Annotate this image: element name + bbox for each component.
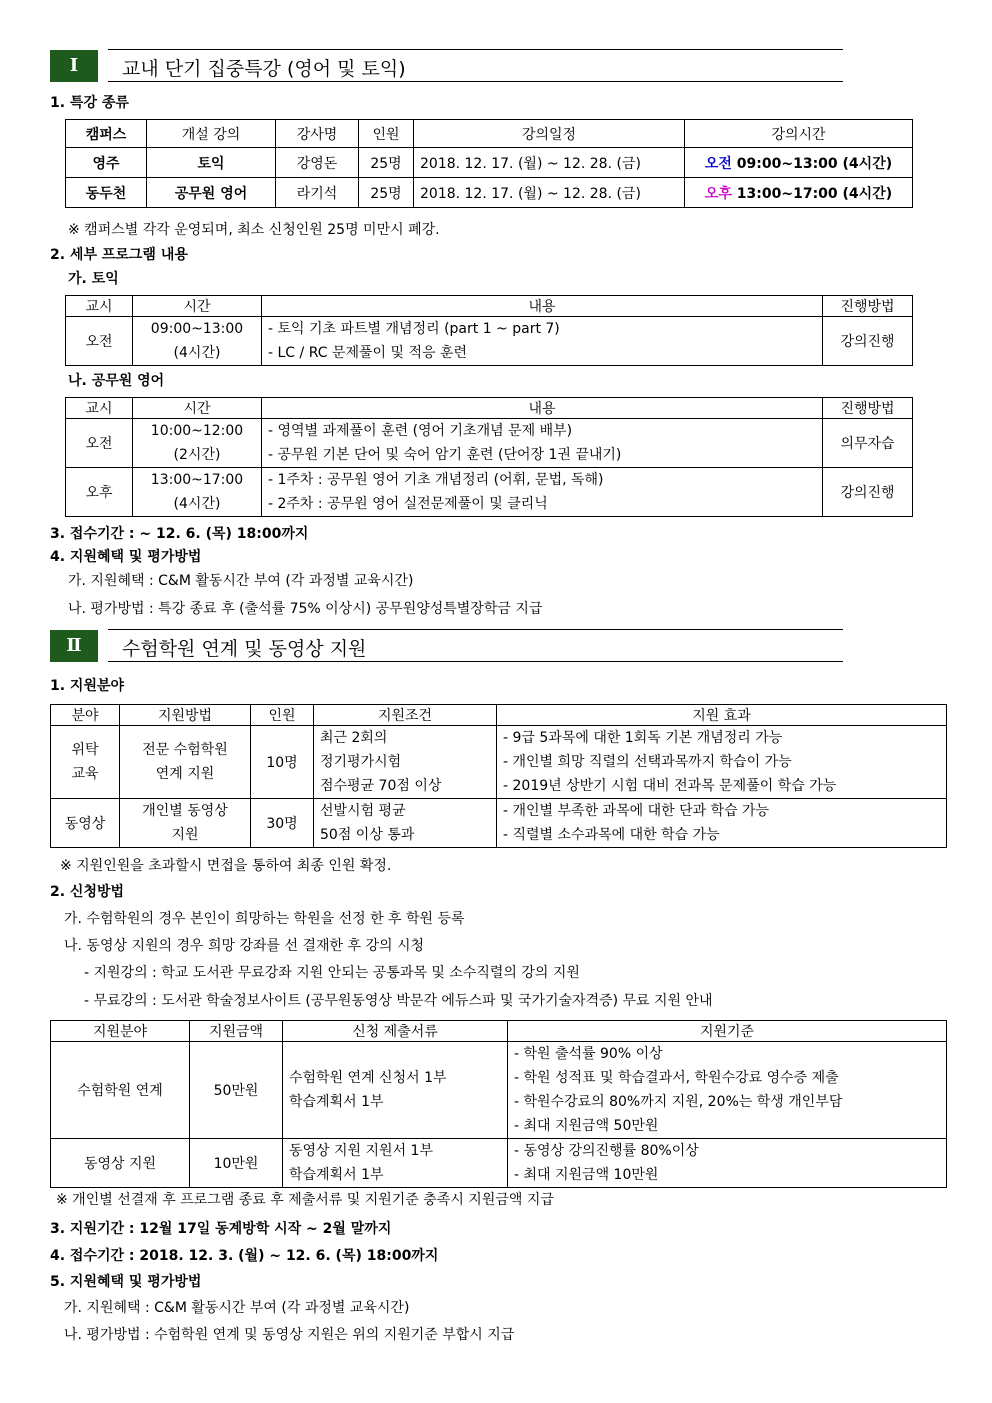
toeic-table xyxy=(65,295,913,366)
cell: 토익 xyxy=(147,148,276,178)
note: ※ 지원인원을 초과할시 면접을 통하여 최종 인원 확정. xyxy=(60,858,392,874)
cell: 25명 xyxy=(359,148,414,178)
cell xyxy=(262,419,823,468)
heading-benefits: 5. 지원혜택 및 평가방법 xyxy=(50,1274,202,1290)
table-header-row xyxy=(66,120,913,148)
col-header: 지원기준 xyxy=(508,1021,947,1042)
cell xyxy=(120,799,251,848)
content-line: - 공무원 기본 단어 및 숙어 암기 훈련 (단어장 1권 끝내기) xyxy=(268,447,622,463)
apply-line: 가. 수험학원의 경우 본인이 희망하는 학원을 선정 한 후 학원 등록 xyxy=(64,911,465,927)
cell: 2018. 12. 17. (월) ~ 12. 28. (금) xyxy=(414,178,685,208)
criteria-line: - 학원수강료의 80%까지 지원, 20%는 학생 개인부담 xyxy=(514,1094,843,1110)
time-line: 13:00~17:00 xyxy=(150,472,244,488)
time-line: 09:00~13:00 xyxy=(150,321,244,337)
cell: 강영돈 xyxy=(276,148,359,178)
effect-line: - 9급 5과목에 대한 1회독 기본 개념정리 가능 xyxy=(503,730,783,746)
civil-english-table xyxy=(65,397,913,517)
benefit-line: 가. 지원혜택 : C&M 활동시간 부여 (각 과정별 교육시간) xyxy=(64,1300,410,1316)
cell xyxy=(51,726,120,799)
cell: 동두천 xyxy=(66,178,147,208)
cell xyxy=(314,726,497,799)
effect-line: - 개인별 희망 직렬의 선택과목까지 학습이 가능 xyxy=(503,754,792,770)
time-line: (2시간) xyxy=(173,447,221,463)
cell xyxy=(283,1042,508,1139)
table-header-row xyxy=(66,296,913,317)
content-line: - 1주차 : 공무원 영어 기초 개념정리 (어휘, 문법, 독해) xyxy=(268,472,604,488)
col-header: 시간 xyxy=(133,398,262,419)
col-header: 개설 강의 xyxy=(147,120,276,148)
col-header: 분야 xyxy=(51,705,120,726)
cell: 의무자습 xyxy=(823,419,913,468)
cell: 공무원 영어 xyxy=(147,178,276,208)
heading-support-field: 1. 지원분야 xyxy=(50,678,125,694)
subheading-toeic: 가. 토익 xyxy=(68,271,119,287)
col-header: 진행방법 xyxy=(823,398,913,419)
cell: 25명 xyxy=(359,178,414,208)
cell: 10만원 xyxy=(190,1139,283,1188)
col-header: 강사명 xyxy=(276,120,359,148)
cell xyxy=(120,726,251,799)
table-header-row xyxy=(51,1021,947,1042)
table-row xyxy=(51,1139,947,1188)
criteria-line: - 최대 지원금액 10만원 xyxy=(514,1167,659,1183)
doc-line: 학습계획서 1부 xyxy=(289,1094,384,1110)
table-header-row xyxy=(51,705,947,726)
content-line: - 토익 기초 파트별 개념정리 (part 1 ~ part 7) xyxy=(268,321,560,337)
criteria-line: - 동영상 강의진행률 80%이상 xyxy=(514,1143,699,1159)
ampm-label: 오후 xyxy=(704,185,732,202)
apply-subline: - 지원강의 : 학교 도서관 무료강좌 지원 안되는 공통과목 및 소수직렬의 강의 지원 xyxy=(84,965,580,981)
evaluation-line: 나. 평가방법 : 특강 종료 후 (출석률 75% 이상시) 공무원양성특별장학금 지급 xyxy=(68,601,543,617)
col-header: 내용 xyxy=(262,296,823,317)
cell xyxy=(685,148,913,178)
doc-line: 수험학원 연계 신청서 1부 xyxy=(289,1070,447,1086)
table-row xyxy=(51,799,947,848)
cell xyxy=(508,1042,947,1139)
col-header: 강의시간 xyxy=(685,120,913,148)
table-row xyxy=(66,468,913,517)
cell xyxy=(133,468,262,517)
col-header: 지원분야 xyxy=(51,1021,190,1042)
cell xyxy=(497,726,947,799)
table-row xyxy=(51,1042,947,1139)
table-header-row xyxy=(66,398,913,419)
content-line: - LC / RC 문제풀이 및 적응 훈련 xyxy=(268,345,468,361)
condition-line: 최근 2회의 xyxy=(320,730,388,746)
heading-benefits: 4. 지원혜택 및 평가방법 xyxy=(50,549,202,565)
ampm-label: 오전 xyxy=(704,155,732,172)
effect-line: - 개인별 부족한 과목에 대한 단과 학습 가능 xyxy=(503,803,770,819)
col-header: 시간 xyxy=(133,296,262,317)
condition-line: 선발시험 평균 xyxy=(320,803,406,819)
effect-line: - 2019년 상반기 시험 대비 전과목 문제풀이 학습 가능 xyxy=(503,778,837,794)
cell xyxy=(508,1139,947,1188)
heading-lecture-types: 1. 특강 종류 xyxy=(50,95,129,111)
heading-application-period: 3. 접수기간 : ~ 12. 6. (목) 18:00까지 xyxy=(50,526,309,542)
cell: 라기석 xyxy=(276,178,359,208)
col-header: 강의일정 xyxy=(414,120,685,148)
condition-line: 점수평균 70점 이상 xyxy=(320,778,442,794)
cell: 영주 xyxy=(66,148,147,178)
time-line: 10:00~12:00 xyxy=(150,423,244,439)
section-1-number: Ⅰ xyxy=(50,50,98,82)
doc-line: 학습계획서 1부 xyxy=(289,1167,384,1183)
cell xyxy=(262,468,823,517)
note: ※ 캠퍼스별 각각 운영되며, 최소 신청인원 25명 미만시 폐강. xyxy=(68,222,440,238)
cell xyxy=(497,799,947,848)
col-header: 교시 xyxy=(66,296,133,317)
time-line: (4시간) xyxy=(173,496,221,512)
content-line: - 영역별 과제풀이 훈련 (영어 기초개념 문제 배부) xyxy=(268,423,573,439)
benefit-line: 가. 지원혜택 : C&M 활동시간 부여 (각 과정별 교육시간) xyxy=(68,573,414,589)
method-line: 연계 지원 xyxy=(155,766,215,782)
apply-subline: - 무료강의 : 도서관 학술정보사이트 (공무원동영상 박문각 에듀스파 및 국가기술자격증) 무료 지원 안내 xyxy=(84,993,713,1009)
apply-line: 나. 동영상 지원의 경우 희망 강좌를 선 결재한 후 강의 시청 xyxy=(64,938,425,954)
support-amount-table xyxy=(50,1020,947,1188)
section-1-title: 교내 단기 집중특강 (영어 및 토익) xyxy=(122,58,406,80)
cell: 30명 xyxy=(251,799,314,848)
col-header: 인원 xyxy=(359,120,414,148)
method-line: 지원 xyxy=(171,827,199,843)
col-header: 지원방법 xyxy=(120,705,251,726)
heading-program-detail: 2. 세부 프로그램 내용 xyxy=(50,247,188,263)
table-row xyxy=(66,178,913,208)
cell xyxy=(314,799,497,848)
col-header: 캠퍼스 xyxy=(66,120,147,148)
time-line: (4시간) xyxy=(173,345,221,361)
cell xyxy=(685,178,913,208)
method-line: 전문 수험학원 xyxy=(142,742,228,758)
cell: 수험학원 연계 xyxy=(51,1042,190,1139)
cell: 2018. 12. 17. (월) ~ 12. 28. (금) xyxy=(414,148,685,178)
cell xyxy=(283,1139,508,1188)
cell xyxy=(133,317,262,366)
cell: 10명 xyxy=(251,726,314,799)
note: ※ 개인별 선결재 후 프로그램 종료 후 제출서류 및 지원기준 충족시 지원금액 지급 xyxy=(56,1192,554,1208)
col-header: 지원 효과 xyxy=(497,705,947,726)
cell: 오후 xyxy=(66,468,133,517)
condition-line: 50점 이상 통과 xyxy=(320,827,415,843)
cell xyxy=(133,419,262,468)
cell: 강의진행 xyxy=(823,468,913,517)
cell: 동영상 지원 xyxy=(51,1139,190,1188)
col-header: 교시 xyxy=(66,398,133,419)
heading-apply-method: 2. 신청방법 xyxy=(50,884,125,900)
heading-application-period: 4. 접수기간 : 2018. 12. 3. (월) ~ 12. 6. (목) 18:00까지 xyxy=(50,1248,439,1264)
col-header: 내용 xyxy=(262,398,823,419)
criteria-line: - 최대 지원금액 50만원 xyxy=(514,1118,659,1134)
cell: 동영상 xyxy=(51,799,120,848)
field-line: 교육 xyxy=(71,766,99,782)
time-value: 13:00~17:00 (4시간) xyxy=(736,185,893,202)
col-header: 지원금액 xyxy=(190,1021,283,1042)
col-header: 인원 xyxy=(251,705,314,726)
doc-line: 동영상 지원 지원서 1부 xyxy=(289,1143,433,1159)
content-line: - 2주차 : 공무원 영어 실전문제풀이 및 클리닉 xyxy=(268,496,548,512)
table-row xyxy=(66,317,913,366)
section-2-number: Ⅱ xyxy=(50,630,98,662)
table-row xyxy=(66,419,913,468)
section-2-title: 수험학원 연계 및 동영상 지원 xyxy=(122,638,367,660)
table-row xyxy=(66,148,913,178)
col-header: 신청 제출서류 xyxy=(283,1021,508,1042)
col-header: 지원조건 xyxy=(314,705,497,726)
subheading-civil-english: 나. 공무원 영어 xyxy=(68,373,165,389)
col-header: 진행방법 xyxy=(823,296,913,317)
evaluation-line: 나. 평가방법 : 수험학원 연계 및 동영상 지원은 위의 지원기준 부합시 지급 xyxy=(64,1327,515,1343)
time-value: 09:00~13:00 (4시간) xyxy=(736,155,893,172)
method-line: 개인별 동영상 xyxy=(142,803,228,819)
cell xyxy=(262,317,823,366)
heading-support-period: 3. 지원기간 : 12월 17일 동계방학 시작 ~ 2월 말까지 xyxy=(50,1221,392,1237)
criteria-line: - 학원 성적표 및 학습결과서, 학원수강료 영수증 제출 xyxy=(514,1070,839,1086)
criteria-line: - 학원 출석률 90% 이상 xyxy=(514,1046,663,1062)
support-field-table xyxy=(50,704,947,848)
lecture-table xyxy=(65,119,913,208)
table-row xyxy=(51,726,947,799)
effect-line: - 직렬별 소수과목에 대한 학습 가능 xyxy=(503,827,720,843)
cell: 50만원 xyxy=(190,1042,283,1139)
condition-line: 정기평가시험 xyxy=(320,754,402,770)
cell: 오전 xyxy=(66,419,133,468)
field-line: 위탁 xyxy=(71,742,99,758)
cell: 강의진행 xyxy=(823,317,913,366)
cell: 오전 xyxy=(66,317,133,366)
